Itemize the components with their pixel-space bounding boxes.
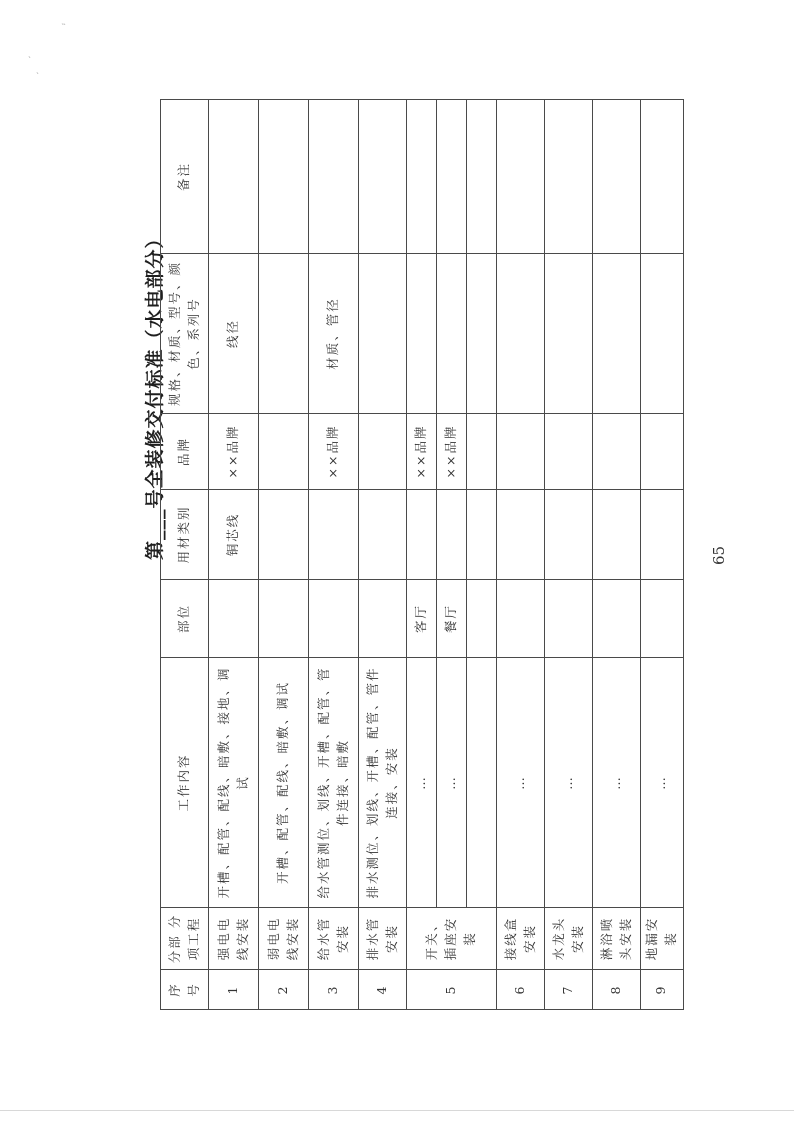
cell-location xyxy=(545,580,593,658)
cell-spec xyxy=(545,254,593,414)
scan-edge-line xyxy=(0,1110,794,1111)
cell-seq: 2 xyxy=(259,970,309,1010)
cell-seq: 5 xyxy=(407,970,497,1010)
header-row xyxy=(161,100,209,1010)
cell-remarks xyxy=(497,100,545,254)
cell-location: 餐厅 xyxy=(437,580,467,658)
cell-work: … xyxy=(437,658,467,908)
table-row xyxy=(497,100,545,1010)
cell-brand xyxy=(593,414,641,490)
cell-material xyxy=(407,490,437,580)
cell-seq: 8 xyxy=(593,970,641,1010)
cell-spec xyxy=(359,254,407,414)
cell-brand: ××品牌 xyxy=(309,414,359,490)
cell-brand xyxy=(467,414,497,490)
cell-location xyxy=(359,580,407,658)
cell-spec xyxy=(467,254,497,414)
header-brand: 品牌 xyxy=(161,414,209,490)
cell-seq: 3 xyxy=(309,970,359,1010)
table-row xyxy=(641,100,684,1010)
table-container xyxy=(160,100,682,1010)
cell-remarks xyxy=(437,100,467,254)
cell-material xyxy=(467,490,497,580)
cell-remarks xyxy=(359,100,407,254)
cell-remarks xyxy=(467,100,497,254)
cell-brand xyxy=(259,414,309,490)
cell-brand: ××品牌 xyxy=(437,414,467,490)
cell-location xyxy=(593,580,641,658)
cell-subproject: 给水管安装 xyxy=(309,908,359,970)
header-subproject: 分部 分项工程 xyxy=(161,908,209,970)
cell-spec xyxy=(407,254,437,414)
cell-remarks xyxy=(309,100,359,254)
cell-location xyxy=(467,580,497,658)
cell-work: 排水测位、划线、开槽、配管、管件连接、安装 xyxy=(359,658,407,908)
scan-speck: ˏ xyxy=(28,49,31,59)
cell-material xyxy=(593,490,641,580)
table-row xyxy=(593,100,641,1010)
cell-material xyxy=(259,490,309,580)
cell-material: 铜芯线 xyxy=(209,490,259,580)
scan-speck: ˎ xyxy=(36,65,39,75)
page-number: 65 xyxy=(710,545,728,565)
cell-spec xyxy=(593,254,641,414)
cell-spec xyxy=(497,254,545,414)
cell-spec: 线径 xyxy=(209,254,259,414)
header-seq: 序 号 xyxy=(161,970,209,1010)
cell-remarks xyxy=(593,100,641,254)
header-location: 部位 xyxy=(161,580,209,658)
table-row xyxy=(209,100,259,1010)
cell-remarks xyxy=(641,100,684,254)
table-row xyxy=(545,100,593,1010)
cell-spec: 材质、管径 xyxy=(309,254,359,414)
cell-seq: 7 xyxy=(545,970,593,1010)
cell-material xyxy=(641,490,684,580)
cell-material xyxy=(437,490,467,580)
cell-work: … xyxy=(641,658,684,908)
cell-work: … xyxy=(593,658,641,908)
header-material: 用材类别 xyxy=(161,490,209,580)
cell-material xyxy=(309,490,359,580)
cell-work: … xyxy=(545,658,593,908)
cell-work: … xyxy=(407,658,437,908)
scan-speck: ˵ xyxy=(62,19,65,29)
header-spec: 规格、材质、型号、颜色、系列号 xyxy=(161,254,209,414)
cell-brand xyxy=(545,414,593,490)
cell-work: 给水管测位、划线、开槽、配管、管件连接、暗敷 xyxy=(309,658,359,908)
table-row xyxy=(407,100,437,1010)
page-title: 第___号全装修交付标准（水电部分） xyxy=(144,228,166,560)
cell-work xyxy=(467,658,497,908)
cell-subproject: 强电电线安装 xyxy=(209,908,259,970)
cell-remarks xyxy=(259,100,309,254)
cell-material xyxy=(497,490,545,580)
cell-subproject: 开关、插座安装 xyxy=(407,908,497,970)
header-remarks: 备注 xyxy=(161,100,209,254)
cell-work: 开槽、配管、配线、暗敷、调试 xyxy=(259,658,309,908)
cell-subproject: 排水管安装 xyxy=(359,908,407,970)
cell-spec xyxy=(437,254,467,414)
cell-material xyxy=(359,490,407,580)
cell-seq: 4 xyxy=(359,970,407,1010)
cell-location xyxy=(209,580,259,658)
cell-material xyxy=(545,490,593,580)
cell-seq: 6 xyxy=(497,970,545,1010)
cell-subproject: 水龙头安装 xyxy=(545,908,593,970)
cell-brand xyxy=(497,414,545,490)
cell-brand: ××品牌 xyxy=(407,414,437,490)
cell-brand xyxy=(641,414,684,490)
cell-remarks xyxy=(209,100,259,254)
cell-subproject: 接线盒安装 xyxy=(497,908,545,970)
cell-remarks xyxy=(407,100,437,254)
standards-table xyxy=(160,99,684,1010)
cell-spec xyxy=(259,254,309,414)
cell-work: … xyxy=(497,658,545,908)
cell-spec xyxy=(641,254,684,414)
table-row xyxy=(309,100,359,1010)
cell-seq: 9 xyxy=(641,970,684,1010)
cell-location xyxy=(259,580,309,658)
cell-remarks xyxy=(545,100,593,254)
cell-subproject: 弱电电线安装 xyxy=(259,908,309,970)
cell-brand xyxy=(359,414,407,490)
cell-subproject: 淋浴喷头安装 xyxy=(593,908,641,970)
table-row xyxy=(437,100,467,1010)
table-row xyxy=(259,100,309,1010)
cell-subproject: 地漏安装 xyxy=(641,908,684,970)
table-row xyxy=(359,100,407,1010)
cell-location xyxy=(309,580,359,658)
cell-location xyxy=(641,580,684,658)
table-row xyxy=(467,100,497,1010)
cell-location xyxy=(497,580,545,658)
cell-work: 开槽、配管、配线、暗敷、接地、调试 xyxy=(209,658,259,908)
header-work: 工作内容 xyxy=(161,658,209,908)
cell-seq: 1 xyxy=(209,970,259,1010)
cell-location: 客厅 xyxy=(407,580,437,658)
cell-brand: ××品牌 xyxy=(209,414,259,490)
